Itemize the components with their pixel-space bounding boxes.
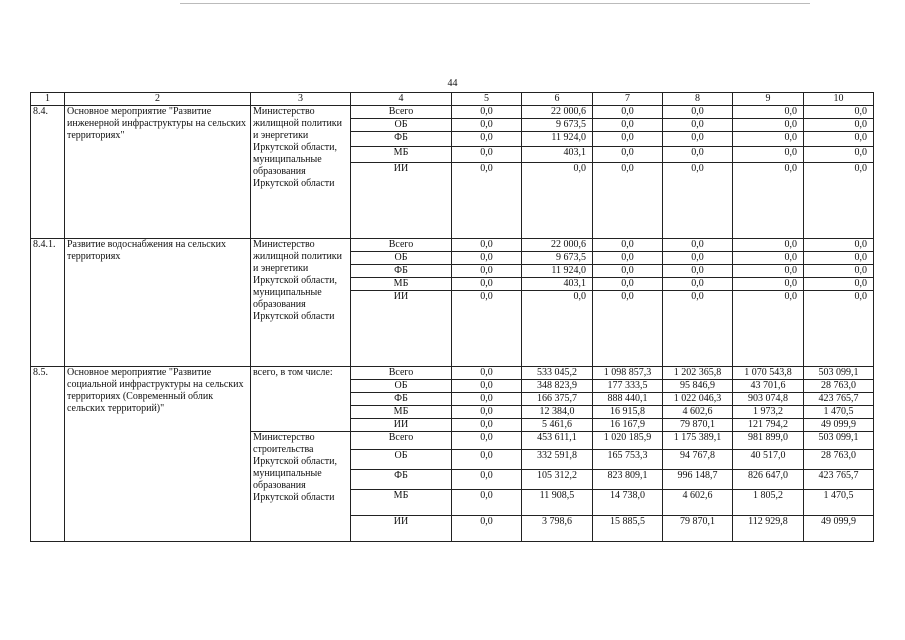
funding-source-cell: Всего <box>351 432 452 450</box>
amount-cell: 403,1 <box>522 278 593 291</box>
amount-cell: 1 805,2 <box>733 490 804 516</box>
amount-cell: 0,0 <box>663 119 733 132</box>
amount-cell: 3 798,6 <box>522 516 593 542</box>
amount-cell: 1 470,5 <box>804 406 874 419</box>
funding-source-cell: ОБ <box>351 252 452 265</box>
amount-cell: 0,0 <box>663 163 733 239</box>
amount-cell: 0,0 <box>452 147 522 163</box>
amount-cell: 94 767,8 <box>663 450 733 470</box>
amount-cell: 1 070 543,8 <box>733 367 804 380</box>
amount-cell: 0,0 <box>452 239 522 252</box>
amount-cell: 165 753,3 <box>593 450 663 470</box>
amount-cell: 0,0 <box>663 239 733 252</box>
amount-cell: 0,0 <box>593 106 663 119</box>
amount-cell: 0,0 <box>663 147 733 163</box>
amount-cell: 11 924,0 <box>522 265 593 278</box>
funding-source-cell: ИИ <box>351 419 452 432</box>
amount-cell: 823 809,1 <box>593 470 663 490</box>
funding-source-cell: ФБ <box>351 393 452 406</box>
amount-cell: 0,0 <box>452 291 522 367</box>
funding-source-cell: МБ <box>351 278 452 291</box>
amount-cell: 0,0 <box>593 291 663 367</box>
amount-cell: 0,0 <box>804 132 874 147</box>
amount-cell: 49 099,9 <box>804 516 874 542</box>
amount-cell: 0,0 <box>452 163 522 239</box>
column-number: 8 <box>663 93 733 106</box>
funding-source-cell: МБ <box>351 147 452 163</box>
amount-cell: 9 673,5 <box>522 252 593 265</box>
amount-cell: 0,0 <box>733 147 804 163</box>
column-number: 7 <box>593 93 663 106</box>
funding-source-cell: ФБ <box>351 265 452 278</box>
amount-cell: 0,0 <box>804 278 874 291</box>
amount-cell: 0,0 <box>593 147 663 163</box>
table-row <box>31 106 874 119</box>
amount-cell: 0,0 <box>733 132 804 147</box>
amount-cell: 0,0 <box>733 278 804 291</box>
funding-source-cell: ФБ <box>351 470 452 490</box>
amount-cell: 903 074,8 <box>733 393 804 406</box>
amount-cell: 0,0 <box>593 278 663 291</box>
amount-cell: 453 611,1 <box>522 432 593 450</box>
amount-cell: 0,0 <box>452 490 522 516</box>
amount-cell: 0,0 <box>663 291 733 367</box>
amount-cell: 0,0 <box>452 419 522 432</box>
amount-cell: 15 885,5 <box>593 516 663 542</box>
amount-cell: 888 440,1 <box>593 393 663 406</box>
amount-cell: 403,1 <box>522 147 593 163</box>
amount-cell: 0,0 <box>804 106 874 119</box>
amount-cell: 28 763,0 <box>804 380 874 393</box>
amount-cell: 1 175 389,1 <box>663 432 733 450</box>
amount-cell: 0,0 <box>452 432 522 450</box>
section-code: 8.4.1. <box>31 239 65 367</box>
amount-cell: 79 870,1 <box>663 516 733 542</box>
amount-cell: 0,0 <box>804 119 874 132</box>
amount-cell: 112 929,8 <box>733 516 804 542</box>
amount-cell: 0,0 <box>733 119 804 132</box>
column-number: 4 <box>351 93 452 106</box>
amount-cell: 332 591,8 <box>522 450 593 470</box>
amount-cell: 0,0 <box>733 239 804 252</box>
amount-cell: 826 647,0 <box>733 470 804 490</box>
funding-source-cell: ИИ <box>351 291 452 367</box>
amount-cell: 0,0 <box>593 265 663 278</box>
funding-source-cell: ИИ <box>351 516 452 542</box>
amount-cell: 0,0 <box>733 106 804 119</box>
amount-cell: 0,0 <box>733 163 804 239</box>
amount-cell: 0,0 <box>452 106 522 119</box>
funding-source-cell: Всего <box>351 367 452 380</box>
amount-cell: 0,0 <box>804 239 874 252</box>
funding-source-cell: ОБ <box>351 380 452 393</box>
amount-cell: 0,0 <box>522 291 593 367</box>
amount-cell: 1 022 046,3 <box>663 393 733 406</box>
amount-cell: 0,0 <box>452 470 522 490</box>
amount-cell: 0,0 <box>452 119 522 132</box>
amount-cell: 105 312,2 <box>522 470 593 490</box>
amount-cell: 0,0 <box>593 119 663 132</box>
amount-cell: 0,0 <box>804 252 874 265</box>
amount-cell: 0,0 <box>452 406 522 419</box>
amount-cell: 0,0 <box>663 252 733 265</box>
amount-cell: 1 202 365,8 <box>663 367 733 380</box>
amount-cell: 14 738,0 <box>593 490 663 516</box>
amount-cell: 996 148,7 <box>663 470 733 490</box>
funding-source-cell: ИИ <box>351 163 452 239</box>
amount-cell: 0,0 <box>593 252 663 265</box>
section-title: Развитие водоснабжения на сельских территориях <box>65 239 251 367</box>
section-title: Основное мероприятие "Развитие социальной инфраструктуры на сельских территориях (Современный облик сельских территорий)" <box>65 367 251 542</box>
executor-cell: всего, в том числе: <box>251 367 351 432</box>
table-row <box>31 239 874 252</box>
amount-cell: 0,0 <box>804 291 874 367</box>
scan-edge-top <box>180 3 810 4</box>
funding-source-cell: МБ <box>351 406 452 419</box>
amount-cell: 348 823,9 <box>522 380 593 393</box>
funding-source-cell: ОБ <box>351 450 452 470</box>
executor-cell: Министерство жилищной политики и энергетики Иркутской области, муниципальные образования Иркутской области <box>251 106 351 239</box>
column-number: 9 <box>733 93 804 106</box>
column-number: 10 <box>804 93 874 106</box>
amount-cell: 0,0 <box>593 239 663 252</box>
amount-cell: 9 673,5 <box>522 119 593 132</box>
amount-cell: 0,0 <box>452 132 522 147</box>
amount-cell: 533 045,2 <box>522 367 593 380</box>
column-number: 6 <box>522 93 593 106</box>
amount-cell: 0,0 <box>663 265 733 278</box>
amount-cell: 0,0 <box>452 367 522 380</box>
amount-cell: 0,0 <box>733 252 804 265</box>
amount-cell: 166 375,7 <box>522 393 593 406</box>
amount-cell: 0,0 <box>593 132 663 147</box>
amount-cell: 0,0 <box>522 163 593 239</box>
amount-cell: 0,0 <box>663 106 733 119</box>
amount-cell: 1 470,5 <box>804 490 874 516</box>
executor-cell: Министерство жилищной политики и энергетики Иркутской области, муниципальные образования Иркутской области <box>251 239 351 367</box>
amount-cell: 0,0 <box>593 163 663 239</box>
funding-source-cell: ОБ <box>351 119 452 132</box>
amount-cell: 1 973,2 <box>733 406 804 419</box>
budget-table-sheet <box>30 92 874 542</box>
amount-cell: 0,0 <box>452 265 522 278</box>
amount-cell: 1 020 185,9 <box>593 432 663 450</box>
funding-source-cell: Всего <box>351 239 452 252</box>
amount-cell: 16 915,8 <box>593 406 663 419</box>
amount-cell: 0,0 <box>804 265 874 278</box>
amount-cell: 0,0 <box>452 393 522 406</box>
amount-cell: 0,0 <box>733 291 804 367</box>
amount-cell: 4 602,6 <box>663 406 733 419</box>
amount-cell: 11 924,0 <box>522 132 593 147</box>
amount-cell: 503 099,1 <box>804 367 874 380</box>
amount-cell: 4 602,6 <box>663 490 733 516</box>
funding-source-cell: Всего <box>351 106 452 119</box>
amount-cell: 0,0 <box>733 265 804 278</box>
amount-cell: 95 846,9 <box>663 380 733 393</box>
column-number: 5 <box>452 93 522 106</box>
amount-cell: 423 765,7 <box>804 470 874 490</box>
amount-cell: 43 701,6 <box>733 380 804 393</box>
amount-cell: 22 000,6 <box>522 106 593 119</box>
header-row <box>31 93 874 106</box>
amount-cell: 5 461,6 <box>522 419 593 432</box>
amount-cell: 49 099,9 <box>804 419 874 432</box>
table-row <box>31 367 874 380</box>
amount-cell: 0,0 <box>452 252 522 265</box>
amount-cell: 0,0 <box>663 132 733 147</box>
executor-cell: Министерство строительства Иркутской области, муниципальные образования Иркутской области <box>251 432 351 542</box>
funding-source-cell: МБ <box>351 490 452 516</box>
amount-cell: 22 000,6 <box>522 239 593 252</box>
amount-cell: 121 794,2 <box>733 419 804 432</box>
budget-table <box>30 92 874 542</box>
page-number: 44 <box>447 78 458 89</box>
amount-cell: 981 899,0 <box>733 432 804 450</box>
column-number: 3 <box>251 93 351 106</box>
amount-cell: 0,0 <box>804 163 874 239</box>
amount-cell: 11 908,5 <box>522 490 593 516</box>
amount-cell: 177 333,5 <box>593 380 663 393</box>
section-code: 8.5. <box>31 367 65 542</box>
amount-cell: 28 763,0 <box>804 450 874 470</box>
amount-cell: 0,0 <box>804 147 874 163</box>
amount-cell: 0,0 <box>663 278 733 291</box>
amount-cell: 16 167,9 <box>593 419 663 432</box>
amount-cell: 503 099,1 <box>804 432 874 450</box>
amount-cell: 0,0 <box>452 450 522 470</box>
section-title: Основное мероприятие "Развитие инженерной инфраструктуры на сельских территориях" <box>65 106 251 239</box>
amount-cell: 0,0 <box>452 516 522 542</box>
amount-cell: 79 870,1 <box>663 419 733 432</box>
amount-cell: 423 765,7 <box>804 393 874 406</box>
amount-cell: 0,0 <box>452 278 522 291</box>
amount-cell: 12 384,0 <box>522 406 593 419</box>
amount-cell: 1 098 857,3 <box>593 367 663 380</box>
section-code: 8.4. <box>31 106 65 239</box>
column-number: 1 <box>31 93 65 106</box>
amount-cell: 0,0 <box>452 380 522 393</box>
funding-source-cell: ФБ <box>351 132 452 147</box>
amount-cell: 40 517,0 <box>733 450 804 470</box>
column-number: 2 <box>65 93 251 106</box>
